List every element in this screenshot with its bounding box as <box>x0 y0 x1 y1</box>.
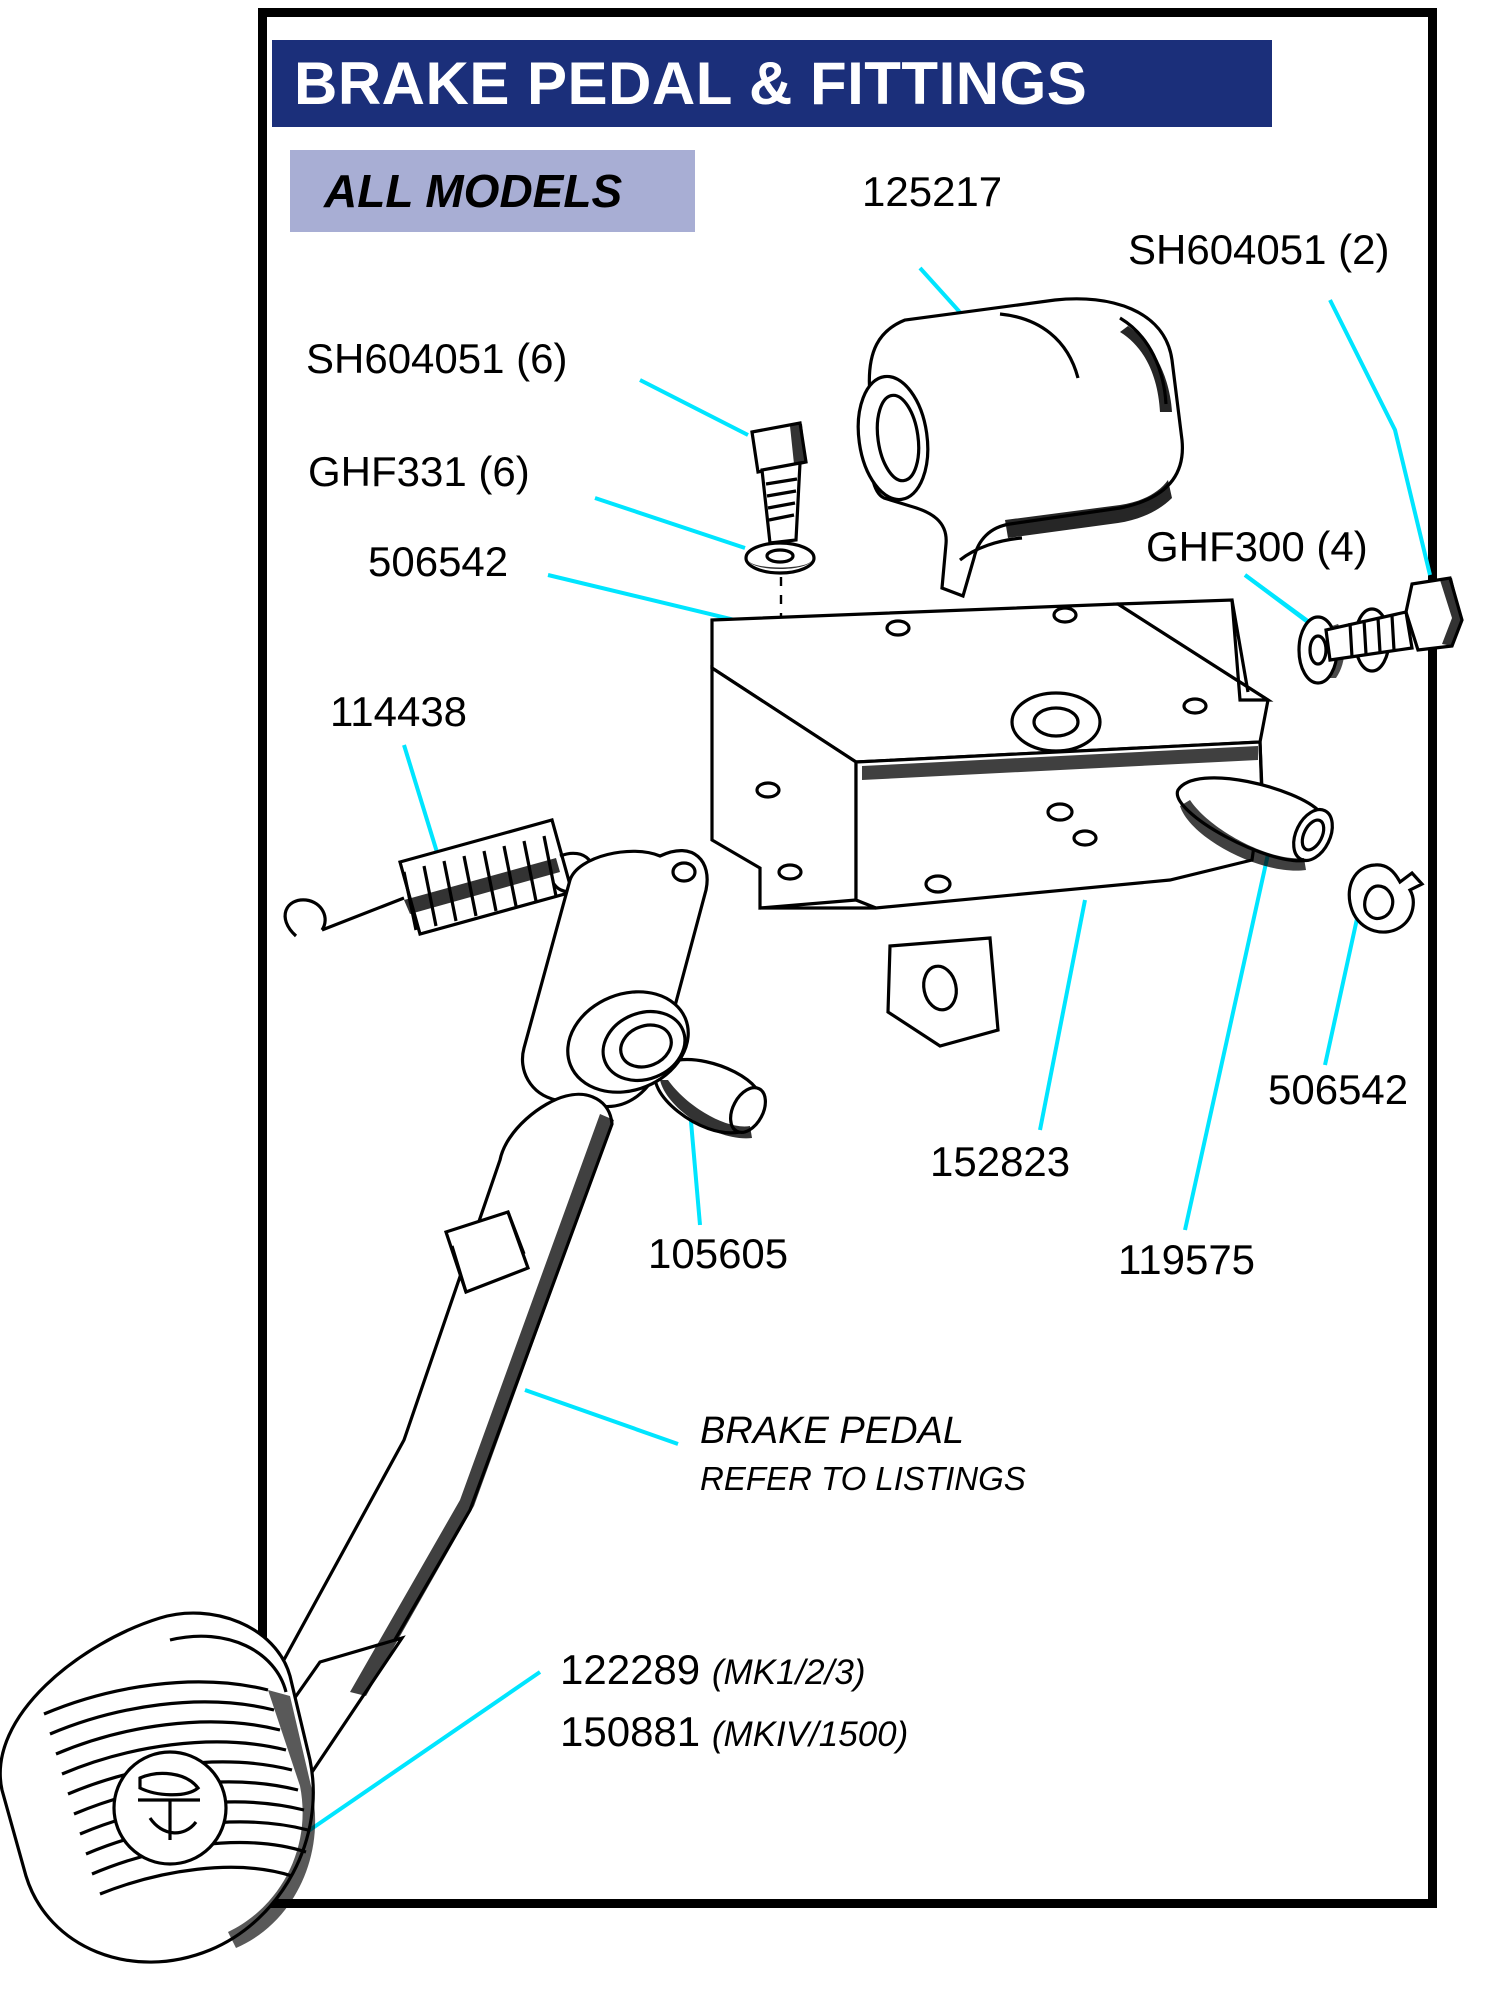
label-152823: 152823 <box>930 1138 1071 1185</box>
part-sh604051-bolt-right <box>1326 578 1462 660</box>
part-506542-circlip-lower <box>1349 865 1422 932</box>
label-pad-mk123-part: 122289 <box>560 1646 701 1693</box>
page-title: BRAKE PEDAL & FITTINGS <box>294 50 1088 117</box>
part-sh604051-bolt-upper <box>752 423 806 543</box>
part-ghf331-washer <box>746 543 814 573</box>
label-506542-lower: 506542 <box>1268 1066 1409 1113</box>
label-pad-mk123-row <box>560 1648 865 1692</box>
label-ghf300: GHF300 (4) <box>1146 523 1368 570</box>
label-105605: 105605 <box>648 1230 789 1277</box>
label-sh604051-2: SH604051 (2) <box>1128 226 1390 273</box>
part-pedal-rubber-pad <box>0 1613 315 1962</box>
label-114438: 114438 <box>330 688 468 735</box>
label-ghf331: GHF331 (6) <box>308 448 530 495</box>
label-pad-mk123-variant: (MK1/2/3) <box>711 1653 866 1692</box>
part-pedal-box-bracket <box>712 600 1268 1046</box>
label-125217: 125217 <box>862 168 1003 215</box>
models-label: ALL MODELS <box>324 165 623 217</box>
label-pad-mkiv-part: 150881 <box>560 1708 701 1755</box>
label-506542-upper: 506542 <box>368 538 509 585</box>
label-pad-mkiv-row <box>560 1710 908 1754</box>
label-sh604051-6: SH604051 (6) <box>306 335 568 382</box>
label-pad-mkiv-variant: (MKIV/1500) <box>711 1715 909 1754</box>
part-125217-housing <box>851 299 1183 596</box>
part-114438-spring <box>285 820 593 936</box>
note-brake-pedal-sub: REFER TO LISTINGS <box>700 1460 1026 1497</box>
label-119575: 119575 <box>1118 1236 1256 1283</box>
note-brake-pedal-title: BRAKE PEDAL <box>700 1410 964 1452</box>
part-105605-bush <box>655 1060 772 1139</box>
